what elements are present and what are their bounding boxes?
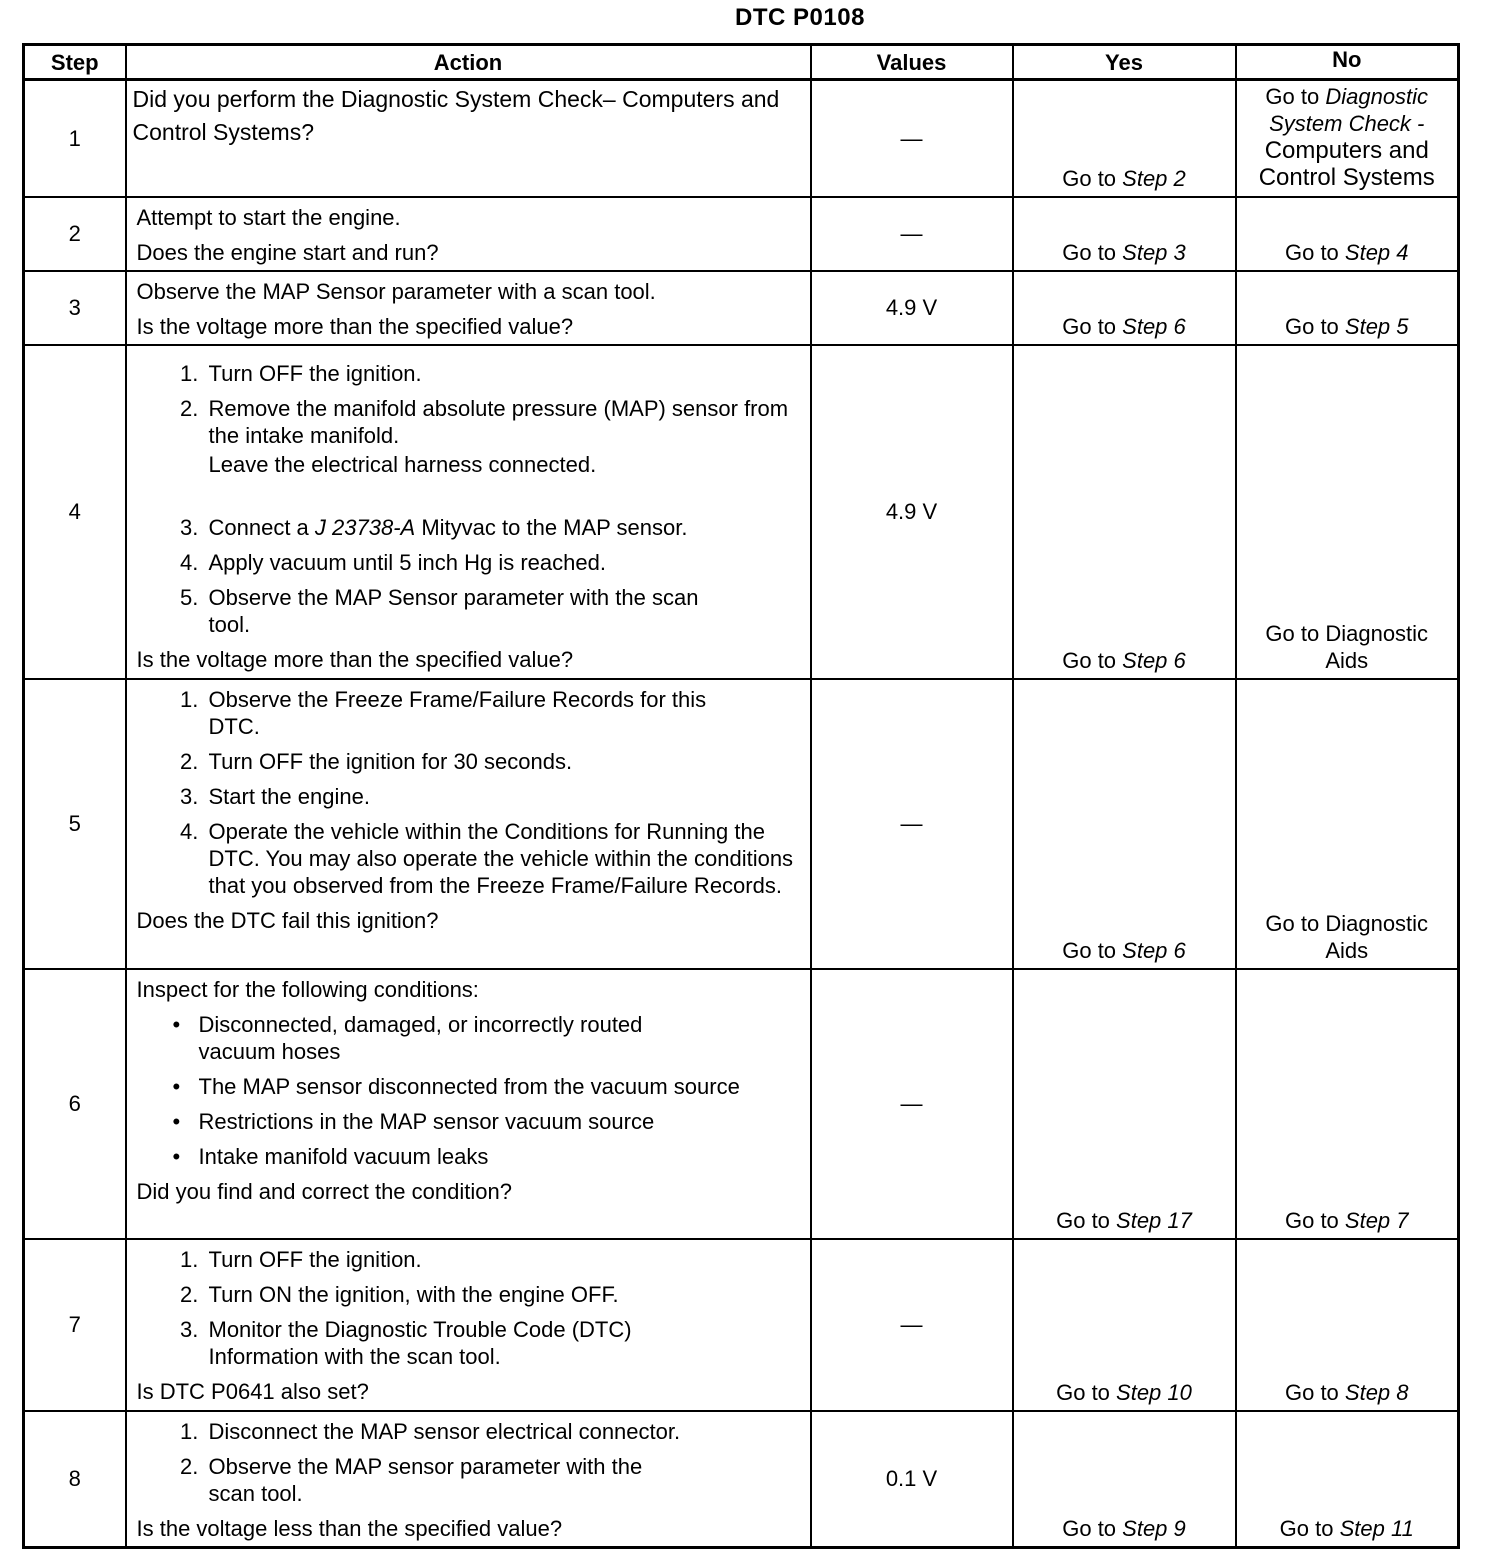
yes-cell (1013, 345, 1236, 679)
no-link[interactable]: Step 11 (1339, 1515, 1414, 1541)
yes-prefix: Go to (1062, 937, 1123, 963)
step-number: 8 (24, 1411, 126, 1548)
list-item: 3. Start the engine. (205, 783, 802, 810)
step-number: 2 (24, 197, 126, 271)
table-row (24, 679, 1459, 969)
action-steps (137, 686, 802, 899)
action-cell (126, 1239, 811, 1411)
no-cell (1236, 345, 1459, 679)
action-steps (137, 360, 802, 638)
list-item: 2. Turn OFF the ignition for 30 seconds. (205, 748, 802, 775)
condition-list (137, 1011, 802, 1170)
list-item: 1. Turn OFF the ignition. (205, 360, 802, 387)
no-prefix: Go to (1284, 1207, 1345, 1233)
table-row (24, 345, 1459, 679)
action-cell (126, 345, 811, 679)
table-row (24, 197, 1459, 271)
yes-link[interactable]: Step 6 (1122, 647, 1186, 673)
action-question: Does the DTC fail this ignition? (136, 907, 439, 933)
yes-cell (1013, 1411, 1236, 1548)
list-item: 4. Operate the vehicle within the Conditions for Running the DTC. You may also operate the vehicle within the conditions that you observed from the Freeze Frame/Failure Records. (205, 818, 802, 899)
header-yes: Yes (1013, 45, 1236, 80)
list-item: 2. Observe the MAP sensor parameter with the scan tool. (205, 1453, 802, 1507)
no-cell (1236, 271, 1459, 345)
value-cell: — (811, 1239, 1013, 1411)
step-number: 1 (24, 80, 126, 197)
list-item (205, 395, 802, 506)
table-header-row (24, 45, 1459, 80)
no-link[interactable]: Diagnostic System Check - (1269, 84, 1429, 136)
action-question: Is DTC P0641 also set? (136, 1378, 369, 1404)
value-cell: 4.9 V (811, 271, 1013, 345)
list-item-text: Connect a (208, 514, 309, 540)
no-prefix: Go to (1265, 84, 1326, 109)
no-prefix: Go to (1284, 1379, 1345, 1405)
yes-link[interactable]: Step 6 (1122, 313, 1186, 339)
action-cell (126, 969, 811, 1239)
no-link[interactable]: Go to Diagnostic Aids (1265, 910, 1429, 963)
no-link[interactable]: Step 4 (1344, 239, 1409, 265)
yes-prefix: Go to (1062, 239, 1123, 265)
action-cell (126, 197, 811, 271)
list-item: • Disconnected, damaged, or incorrectly routed vacuum hoses (195, 1011, 802, 1065)
action-question: Did you find and correct the condition? (136, 1178, 512, 1204)
value-cell: 0.1 V (811, 1411, 1013, 1548)
yes-link[interactable]: Step 17 (1116, 1207, 1192, 1233)
action-cell (126, 80, 811, 197)
tool-name: J 23738-A (314, 514, 416, 540)
action-line: Attempt to start the engine. (136, 204, 401, 230)
list-item: 2. Turn ON the ignition, with the engine OFF. (205, 1281, 802, 1308)
value-cell: — (811, 197, 1013, 271)
no-prefix: Go to (1284, 239, 1345, 265)
step-number: 5 (24, 679, 126, 969)
no-suffix: Computers and Control Systems (1258, 137, 1435, 191)
yes-cell (1013, 271, 1236, 345)
action-line: Inspect for the following conditions: (136, 976, 479, 1002)
yes-link[interactable]: Step 10 (1116, 1379, 1192, 1405)
yes-prefix: Go to (1056, 1379, 1117, 1405)
action-question: Is the voltage less than the specified value? (136, 1515, 563, 1541)
yes-cell (1013, 679, 1236, 969)
list-item: 1. Observe the Freeze Frame/Failure Records for this DTC. (205, 686, 802, 740)
list-item: 4. Apply vacuum until 5 inch Hg is reached. (205, 549, 802, 576)
yes-link[interactable]: Step 3 (1122, 239, 1186, 265)
no-cell (1236, 80, 1459, 197)
no-cell (1236, 1239, 1459, 1411)
list-item (205, 514, 802, 541)
action-cell (126, 1411, 811, 1548)
value-cell: — (811, 969, 1013, 1239)
no-link[interactable]: Step 7 (1344, 1207, 1409, 1233)
yes-prefix: Go to (1062, 647, 1123, 673)
table-row (24, 1411, 1459, 1548)
yes-cell (1013, 197, 1236, 271)
list-item-note: Leave the electrical harness connected. (208, 451, 597, 477)
value-cell: 4.9 V (811, 345, 1013, 679)
table-row (24, 1239, 1459, 1411)
list-item: • The MAP sensor disconnected from the vacuum source (195, 1073, 802, 1100)
yes-link[interactable]: Step 6 (1122, 937, 1186, 963)
header-values: Values (811, 45, 1013, 80)
list-item-text: Mityvac to the MAP sensor. (415, 514, 688, 540)
no-cell (1236, 197, 1459, 271)
list-item: 3. Monitor the Diagnostic Trouble Code (DTC) Information with the scan tool. (205, 1316, 802, 1370)
action-question: Is the voltage more than the specified value? (136, 313, 574, 339)
value-cell: — (811, 679, 1013, 969)
no-link[interactable]: Step 5 (1344, 313, 1409, 339)
table-row (24, 80, 1459, 197)
yes-link[interactable]: Step 2 (1122, 165, 1186, 191)
list-item-text: Remove the manifold absolute pressure (MAP) sensor from the intake manifold. (208, 395, 789, 448)
step-number: 7 (24, 1239, 126, 1411)
header-no: No (1236, 45, 1459, 80)
yes-prefix: Go to (1056, 1207, 1117, 1233)
no-prefix: Go to (1284, 313, 1345, 339)
action-cell (126, 679, 811, 969)
list-item: • Intake manifold vacuum leaks (195, 1143, 802, 1170)
no-link[interactable]: Go to Diagnostic Aids (1265, 620, 1429, 673)
no-link[interactable]: Step 8 (1344, 1379, 1409, 1405)
action-question: Did you perform the Diagnostic System Check– Computers and Control Systems? (132, 86, 780, 145)
action-line: Observe the MAP Sensor parameter with a scan tool. (136, 278, 656, 304)
list-item: 5. Observe the MAP Sensor parameter with the scan tool. (205, 584, 802, 638)
yes-link[interactable]: Step 9 (1122, 1515, 1186, 1541)
diagnostic-table (22, 43, 1460, 1549)
header-step: Step (24, 45, 126, 80)
yes-cell (1013, 1239, 1236, 1411)
table-row (24, 271, 1459, 345)
page-title: DTC P0108 (735, 4, 865, 31)
yes-cell (1013, 80, 1236, 197)
no-cell (1236, 969, 1459, 1239)
action-cell (126, 271, 811, 345)
step-number: 3 (24, 271, 126, 345)
action-question: Is the voltage more than the specified value? (136, 646, 574, 672)
no-prefix: Go to (1279, 1515, 1340, 1541)
list-item: 1. Disconnect the MAP sensor electrical connector. (205, 1418, 802, 1445)
yes-prefix: Go to (1062, 1515, 1123, 1541)
action-steps (137, 1246, 802, 1370)
step-number: 4 (24, 345, 126, 679)
list-item: • Restrictions in the MAP sensor vacuum source (195, 1108, 802, 1135)
yes-cell (1013, 969, 1236, 1239)
table-row (24, 969, 1459, 1239)
no-cell (1236, 679, 1459, 969)
list-item: 1. Turn OFF the ignition. (205, 1246, 802, 1273)
value-cell: — (811, 80, 1013, 197)
yes-prefix: Go to (1062, 313, 1123, 339)
action-question: Does the engine start and run? (136, 239, 439, 265)
action-steps (137, 1418, 802, 1507)
header-action: Action (126, 45, 811, 80)
no-cell (1236, 1411, 1459, 1548)
step-number: 6 (24, 969, 126, 1239)
yes-prefix: Go to (1062, 165, 1123, 191)
